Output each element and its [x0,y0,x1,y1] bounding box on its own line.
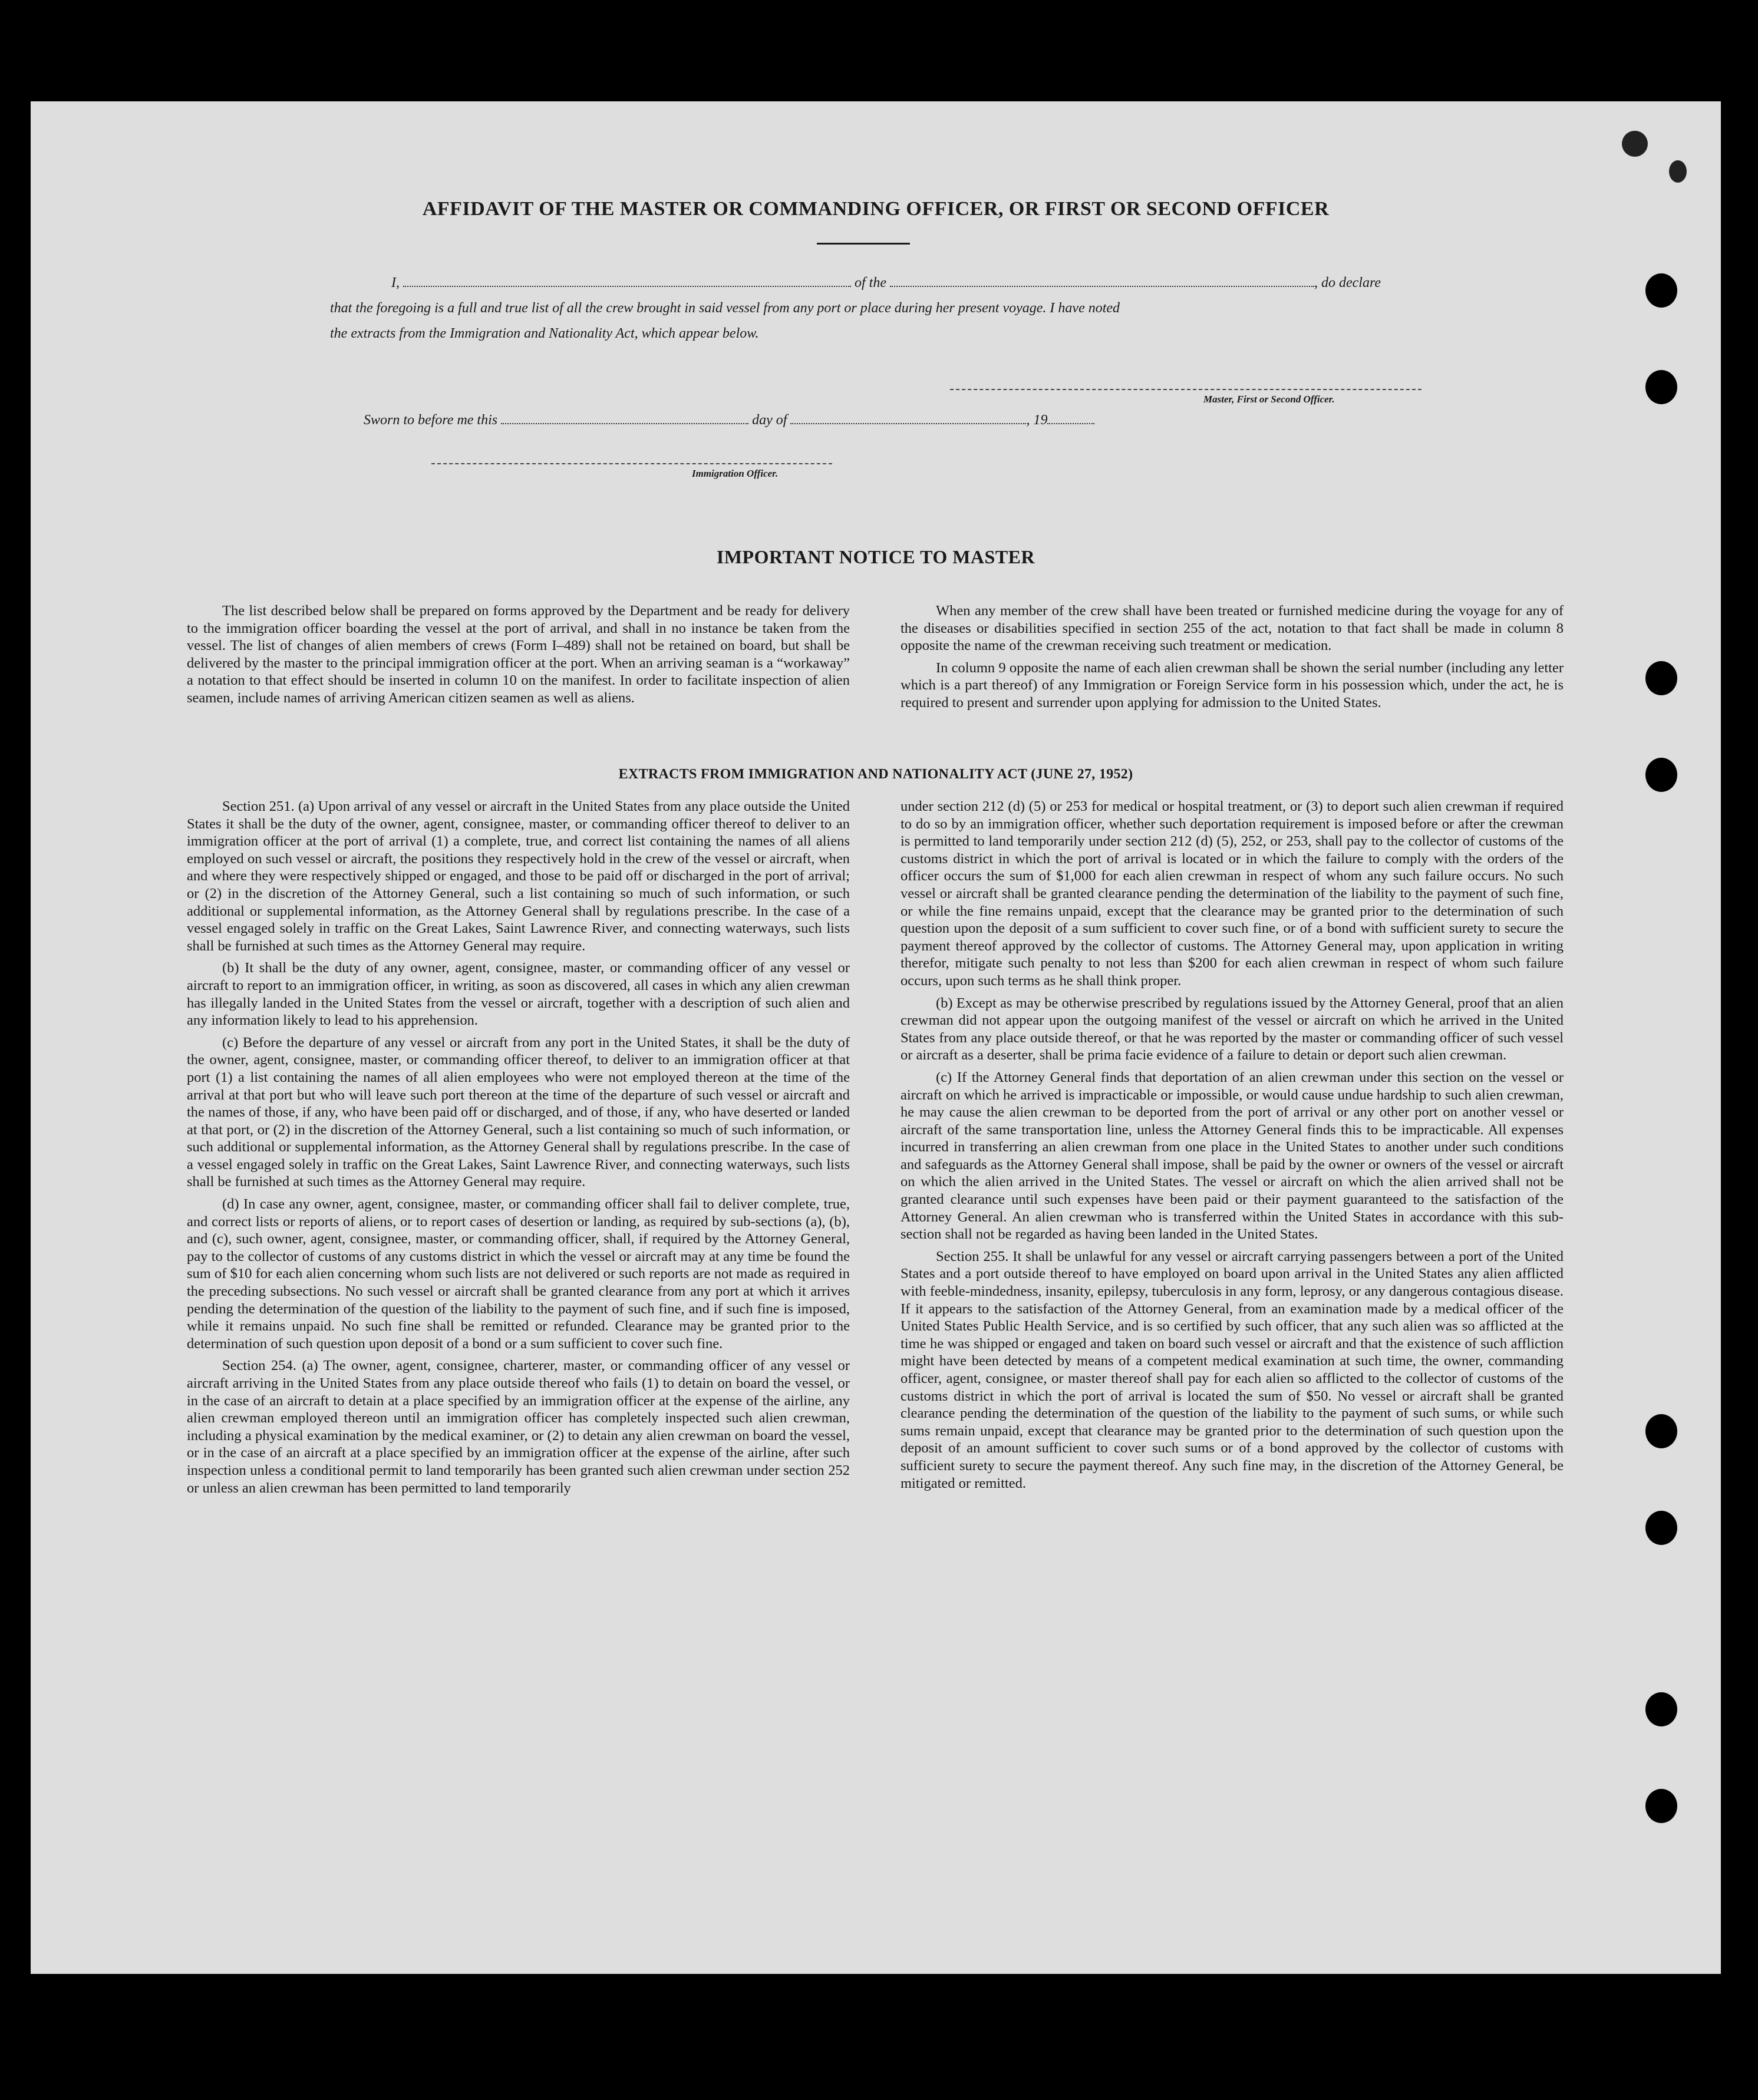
notice-left-column [187,602,850,712]
declaration-text-3: the extracts from the Immigration and Nationality Act, which appear below. [330,326,759,341]
notice-paragraph: In column 9 opposite the name of each alien crewman shall be shown the serial number (including any letter which is a part thereof) of any Immigration or Foreign Service form in his possession which, under the act, he is required to present and surrender upon applying for admission to the United States. [901,659,1564,711]
document-page [31,101,1721,1974]
officer-signature-line[interactable] [431,463,832,464]
sworn-month-field[interactable] [790,412,1026,424]
affidavit-title: AFFIDAVIT OF THE MASTER OR COMMANDING OFFICER, OR FIRST OR SECOND OFFICER [422,198,1330,220]
sworn-label: Sworn to before me this [364,412,498,428]
notice-right-column [901,602,1564,716]
extract-paragraph: (d) In case any owner, agent, consignee, master, or commanding officer shall fail to deliver complete, true, and correct lists or reports of aliens, or to report cases of desertion or landing, as required by sub-sections (a), (b), and (c), such owner, agent, consignee, master, or commanding officer, shall, if required by the Attorney General, pay to the collector of customs of any customs district in which the vessel or aircraft may at any time be found the sum of $10 for each alien concerning whom such lists are not delivered or such reports are not made as required in the preceding subsections. No such vessel or aircraft shall be granted clearance from any port at which it arrives pending the determination of the question of the liability to the payment of such fine, and if such fine is imposed, while it remains unpaid. No such fine shall be remitted or refunded. Clearance may be granted prior to the determination of such question upon deposit of a bond or a sum sufficient to cover such fine. [187,1196,850,1352]
ink-blot [1622,131,1648,157]
master-signature-line[interactable] [950,389,1421,390]
extract-paragraph: Section 251. (a) Upon arrival of any vessel or aircraft in the United States from any place outside the United States it shall be the duty of the owner, agent, consignee, master, or commanding officer thereof to deliver to an immigration officer at the port of arrival (1) a complete, true, and correct list containing the names of all aliens employed on such vessel or aircraft, the positions they respectively hold in the crew of the vessel or aircraft, when and where they were respectively shipped or engaged, and those to be paid off or discharged in the port of arrival; or (2) in the discretion of the Attorney General, such a list containing so much of such information, or such additional or supplemental information, as the Attorney General shall by regulations prescribe. In the case of a vessel engaged solely in traffic on the Great Lakes, Saint Lawrence River, and connecting waterways, such lists shall be furnished at such times as the Attorney General may require. [187,798,850,954]
year-label: 19 [1033,412,1048,428]
sworn-line: Sworn to before me this day of , 19 [364,412,1094,428]
extracts-left-column [187,798,850,1501]
officer-signature-caption: Immigration Officer. [692,468,779,479]
ink-blot [1669,160,1687,183]
extract-paragraph: (b) Except as may be otherwise prescribed by regulations issued by the Attorney General, proof that an alien crewman did not appear upon the outgoing manifest of the vessel or aircraft on which he arrived in the United States from any place outside thereof, or that he was reported by the master or commanding officer of such vessel or aircraft as a deserter, shall be prima facie evidence of a failure to detain or deport such alien crewman. [901,995,1564,1064]
binder-hole [1645,1414,1677,1448]
declarant-label: I, [391,275,400,290]
extract-paragraph: under section 212 (d) (5) or 253 for medical or hospital treatment, or (3) to deport such alien crewman if required to do so by an immigration officer, whether such deportation requirement is imposed before or after the crewman is permitted to land temporarily under section 212 (d) (5), 252, or 253, shall pay to the collector of customs of the customs district in which the port of arrival is located or in which the failure to comply with the orders of the officer occurs the sum of $1,000 for each alien crewman in respect of whom any such failure occurs. No such vessel or aircraft shall be granted clearance pending the determination of the liability to the payment of such fine, or while the fine remains unpaid, except that the clearance may be granted prior to the determination of such question upon the deposit of a sum sufficient to cover such fine, or of a bond with sufficient surety to secure the payment thereof approved by the collector of customs. The Attorney General may, upon application in writing therefor, mitigate such penalty to not less than $200 for each alien crewman in respect of whom such failure occurs, upon such terms as he shall think proper. [901,798,1564,989]
master-signature-caption: Master, First or Second Officer. [1203,394,1335,405]
declarant-name-field[interactable] [403,275,851,287]
extracts-right-column [901,798,1564,1497]
extract-paragraph: (c) Before the departure of any vessel or aircraft from any port in the United States, it shall be the duty of the owner, agent, consignee, master, or commanding officer thereof, to deliver to an immigration officer at that port (1) a list containing the names of all alien employees who were not employed thereon at the time of the arrival at that port but who will leave such port thereon at the time of the departure of such vessel or aircraft and the names of those, if any, who have been paid off or discharged, and of those, if any, who have deserted or landed at that port, or (2) in the discretion of the Attorney General, such a list containing so much of such information, or such additional or supplemental information, as the Attorney General shall by regulations prescribe. In the case of a vessel engaged solely in traffic on the Great Lakes, Saint Lawrence River, and connecting waterways, such lists shall be furnished at such times as the Attorney General may require. [187,1034,850,1190]
extract-paragraph: (b) It shall be the duty of any owner, agent, consignee, master, or commanding officer of any vessel or aircraft to report to an immigration officer, in writing, as soon as discovered, all cases in which any alien crewman has illegally landed in the United States from the vessel or aircraft, together with a description of such alien and any information likely to lead to his apprehension. [187,960,850,1029]
extracts-title: EXTRACTS FROM IMMIGRATION AND NATIONALITY ACT (JUNE 27, 1952) [618,767,1133,782]
notice-paragraph: When any member of the crew shall have been treated or furnished medicine during the voyage for any of the diseases or disabilities specified in section 255 of the act, notation to that fact shall be made in column 8 opposite the name of the crewman receiving such treatment or medication. [901,603,1564,654]
binder-hole [1645,370,1677,404]
vessel-name-field[interactable] [890,275,1314,287]
of-the-label: of the [855,275,886,290]
title-divider [817,243,910,245]
extract-paragraph: Section 254. (a) The owner, agent, consignee, charterer, master, or commanding officer of any vessel or aircraft arriving in the United States from any place outside thereof who fails (1) to detain on board the vessel, or in the case of an aircraft to detain at a place specified by an immigration officer at the expense of the airline, any alien crewman employed thereon until an immigration officer has completely inspected such alien crewman, including a physical examination by the medical examiner, or (2) to detain any alien crewman on board the vessel, or in the case of an aircraft at a place specified by an immigration officer at the expense of the airline, after such inspection unless a conditional permit to land temporarily has been granted such alien crewman under section 252 or unless an alien crewman has been permitted to land temporarily [187,1358,850,1496]
notice-title: IMPORTANT NOTICE TO MASTER [716,546,1035,567]
extract-paragraph: Section 255. It shall be unlawful for any vessel or aircraft carrying passengers between a port of the United States and a port outside thereof to have employed on board upon arrival in the United States any alien afflicted with feeble-mindedness, insanity, epilepsy, tuberculosis in any form, leprosy, or any dangerous contagious disease. If it appears to the satisfaction of the Attorney General, from an examination made by a medical officer of the United States Public Health Service, and is so certified by such officer, that any such alien was so afflicted at the time he was shipped or engaged and taken on board such vessel or aircraft and that the existence of such affliction might have been detected by means of a competent medical examination at such time, the owner, commanding officer, agent, consignee, or master thereof shall pay for each alien so afflicted to the collector of customs of the customs district in which the port of arrival is located the sum of $50. No vessel or aircraft shall be granted clearance pending the determination of the question of the liability to the payment of such sums, or while such sums remain unpaid, except that clearance may be granted prior to the determination of such question upon the deposit of an amount sufficient to cover such sums or of a bond approved by the collector of customs with sufficient surety to secure the payment thereof. Any such fine may, in the discretion of the Attorney General, be mitigated or remitted. [901,1248,1564,1491]
do-declare-label: , do declare [1314,275,1381,290]
declaration-line [391,275,1381,291]
binder-hole [1645,1692,1677,1726]
sworn-year-field[interactable] [1047,412,1094,424]
binder-hole [1645,1511,1677,1545]
notice-paragraph: The list described below shall be prepared on forms approved by the Department and be ready for delivery to the immigration officer boarding the vessel at the port of arrival, and shall in no instance be taken from the vessel. The list of changes of alien members of crews (Form I–489) shall not be retained on board, but shall be delivered by the master to the principal immigration officer at the port. When an arriving seaman is a “workaway” a notation to that effect should be inserted in column 10 on the manifest. In order to facilitate inspection of alien seamen, include names of arriving American citizen seamen as well as aliens. [187,603,850,706]
extract-paragraph: (c) If the Attorney General finds that deportation of an alien crewman under this section on the vessel or aircraft on which he arrived is impracticable or impossible, or would cause undue hardship to such alien crewman, he may cause the alien crewman to be deported from the port of arrival or any other port on another vessel or aircraft of the same transportation line, unless the Attorney General finds this to be impracticable. All expenses incurred in transferring an alien crewman from one place in the United States to another under such conditions and safeguards as the Attorney General shall impose, shall be paid by the owner or owners of the vessel or aircraft on which the alien arrived in the United States. The vessel or aircraft on which the alien arrived shall not be granted clearance until such expenses have been paid or their payment guaranteed to the satisfaction of the Attorney General. An alien crewman who is transferred within the United States in accordance with this sub-section shall not be regarded as having been landed in the United States. [901,1069,1564,1243]
binder-hole [1645,273,1677,308]
day-of-label: day of [752,412,787,428]
sworn-day-field[interactable] [501,412,748,424]
binder-hole [1645,1789,1677,1823]
declaration-text-2: that the foregoing is a full and true list of all the crew brought in said vessel from any port or place during her present voyage. I have noted [330,301,1120,316]
binder-hole [1645,661,1677,695]
